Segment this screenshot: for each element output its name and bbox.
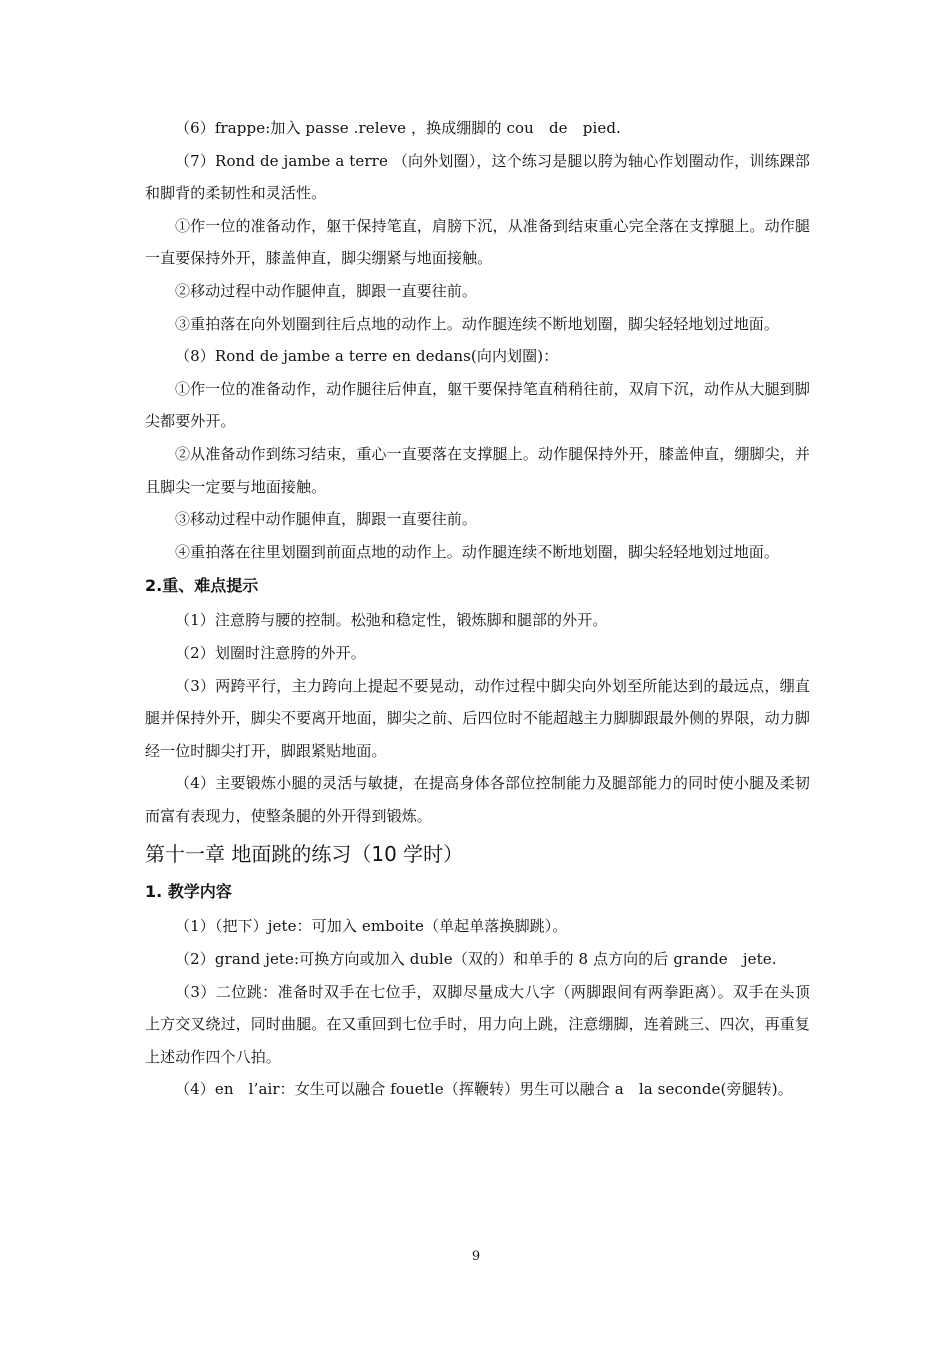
paragraph: （3）二位跳：准备时双手在七位手，双脚尽量成大八字（两脚跟间有两拳距离）。双手在头顶上方交叉绕过，同时曲腿。在又重回到七位手时，用力向上跳，注意绷脚，连着跳三、四次，再重复上述动作四个八拍。 — [145, 982, 810, 1066]
page-number: 9 — [471, 1249, 481, 1264]
paragraph: ②从准备动作到练习结束，重心一直要落在支撑腿上。动作腿保持外开，膝盖伸直，绷脚尖，并且脚尖一定要与地面接触。 — [145, 444, 810, 496]
paragraph: （4）en l’air：女生可以融合 fouetle（挥鞭转）男生可以融合 a la seconde(旁腿转)。 — [175, 1080, 793, 1099]
paragraph: （3）两跨平行，主力跨向上提起不要晃动，动作过程中脚尖向外划至所能达到的最远点，绷直腿并保持外开，脚尖不要离开地面，脚尖之前、后四位时不能超越主力脚脚跟最外侧的界限，动力脚经一位时脚尖打开，脚跟紧贴地面。 — [145, 676, 810, 760]
paragraph: ③重拍落在向外划圈到往后点地的动作上。动作腿连续不断地划圈，脚尖轻轻地划过地面。 — [175, 314, 780, 333]
paragraph: ④重拍落在往里划圈到前面点地的动作上。动作腿连续不断地划圈，脚尖轻轻地划过地面。 — [175, 542, 780, 561]
paragraph: ①作一位的准备动作，躯干保持笔直，肩膀下沉，从准备到结束重心完全落在支撑腿上。动作腿一直要保持外开，膝盖伸直，脚尖绷紧与地面接触。 — [145, 216, 810, 268]
paragraph: （1）（把下）jete：可加入 emboite（单起单落换脚跳）。 — [175, 917, 568, 936]
paragraph: ②移动过程中动作腿伸直，脚跟一直要往前。 — [175, 281, 478, 300]
section-heading-content: 1. 教学内容 — [145, 882, 232, 902]
paragraph: （1）注意胯与腰的控制。松弛和稳定性，锻炼脚和腿部的外开。 — [175, 611, 608, 630]
paragraph: （8）Rond de jambe a terre en dedans(向内划圈)： — [175, 347, 559, 366]
paragraph: ③移动过程中动作腿伸直，脚跟一直要往前。 — [175, 510, 478, 529]
paragraph: ①作一位的准备动作，动作腿往后伸直，躯干要保持笔直稍稍往前，双肩下沉，动作从大腿到脚尖都要外开。 — [145, 379, 810, 431]
page-content — [145, 112, 810, 1106]
section-heading-difficulty: 2.重、难点提示 — [145, 576, 259, 596]
paragraph: （2）grand jete:可换方向或加入 duble（双的）和单手的 8 点方向的后 grande jete. — [175, 950, 777, 969]
paragraph: （6）frappe:加入 passe .releve ，换成绷脚的 cou de pied. — [175, 119, 621, 137]
paragraph: （7）Rond de jambe a terre （向外划圈），这个练习是腿以胯为轴心作划圈动作，训练踝部和脚背的柔韧性和灵活性。 — [145, 151, 810, 203]
paragraph: （4）主要锻炼小腿的灵活与敏捷，在提高身体各部位控制能力及腿部能力的同时使小腿及柔韧而富有表现力，使整条腿的外开得到锻炼。 — [145, 774, 810, 825]
chapter-title: 第十一章 地面跳的练习（10 学时） — [145, 842, 464, 867]
paragraph: （2）划圈时注意胯的外开。 — [175, 643, 366, 662]
